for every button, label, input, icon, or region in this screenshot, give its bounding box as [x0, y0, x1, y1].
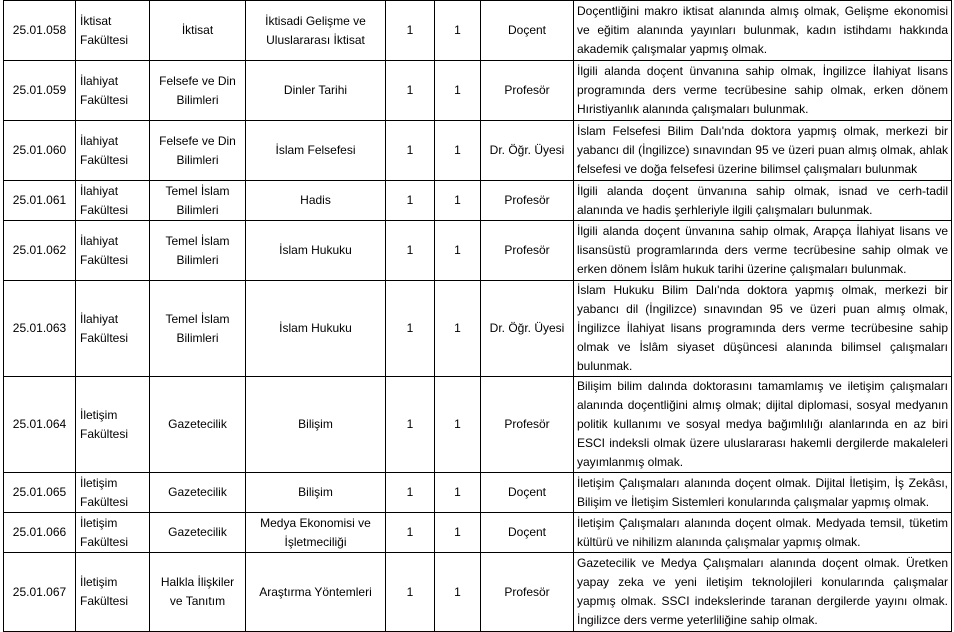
table-row — [4, 61, 952, 121]
cell-field: Medya Ekonomisi ve İşletmeciliği — [246, 513, 386, 553]
cell-field: İktisadi Gelişme ve Uluslararası İktisat — [246, 1, 386, 61]
cell-requirements: İslam Felsefesi Bilim Dalı'nda doktora yapmış olmak, merkezi bir yabancı dil (İngilizce) sınavından 95 ve üzeri puan almış olmak, ahlak felsefesi ve doğa felsefesi üzerine bilimsel çalışmaları bulunmak — [574, 121, 952, 181]
cell-requirements: İlgili alanda doçent ünvanına sahip olmak, Arapça İlahiyat lisans ve lisansüstü programlarında ders verme tecrübesine sahip olmak ve erken dönem İslâm hukuk tarihi üzerine çalışmaları bulunmak. — [574, 221, 952, 281]
cell-field: Bilişim — [246, 377, 386, 473]
cell-code: 25.01.061 — [4, 181, 76, 221]
cell-title: Doçent — [481, 1, 574, 61]
table-row — [4, 377, 952, 473]
table-row — [4, 1, 952, 61]
cell-code: 25.01.063 — [4, 281, 76, 377]
table-body — [4, 1, 952, 632]
cell-requirements: İletişim Çalışmaları alanında doçent olmak. Medyada temsil, tüketim kültürü ve nihilizm alanında çalışmalar yapmış olmak. — [574, 513, 952, 553]
cell-count-1: 1 — [386, 1, 435, 61]
cell-department: Gazetecilik — [150, 513, 246, 553]
cell-title: Doçent — [481, 473, 574, 513]
cell-field: Hadis — [246, 181, 386, 221]
cell-faculty: İletişim Fakültesi — [76, 377, 150, 473]
cell-department: İktisat — [150, 1, 246, 61]
cell-count-2: 1 — [435, 281, 481, 377]
cell-faculty: İletişim Fakültesi — [76, 513, 150, 553]
cell-code: 25.01.067 — [4, 553, 76, 632]
cell-field: İslam Hukuku — [246, 221, 386, 281]
cell-count-2: 1 — [435, 181, 481, 221]
cell-department: Temel İslam Bilimleri — [150, 221, 246, 281]
cell-field: İslam Hukuku — [246, 281, 386, 377]
cell-count-1: 1 — [386, 61, 435, 121]
cell-requirements: Bilişim bilim dalında doktorasını tamamlamış ve iletişim çalışmaları alanında doçentliğini almış olmak; dijital diplomasi, sosyal medyanın politik kullanımı ve sosyal medya bağımlılığı alanlarında en az biri ESCI indeksli olmak üzere uluslararası hakemli dergilerde makaleleri yayımlanmış olmak. — [574, 377, 952, 473]
cell-code: 25.01.064 — [4, 377, 76, 473]
cell-count-2: 1 — [435, 1, 481, 61]
cell-requirements: İslam Hukuku Bilim Dalı'nda doktora yapmış olmak, merkezi bir yabancı dil (İngilizce) sınavından 95 ve üzeri puan almış olmak, İngilizce İlahiyat lisans programında ders verme tecrübesine sahip olmak ve İslâm siyaset düşüncesi alanında bilimsel çalışmaları bulunmak. — [574, 281, 952, 377]
table-row — [4, 513, 952, 553]
cell-field: Bilişim — [246, 473, 386, 513]
cell-requirements: Gazetecilik ve Medya Çalışmaları alanında doçent olmak. Üretken yapay zeka ve yeni iletişim teknolojileri konularında çalışmalar yapmış olmak. SSCI indekslerinde taranan dergilerde yayını olmak. İngilizce ders verme yeterliliğine sahip olmak. — [574, 553, 952, 632]
table-row — [4, 281, 952, 377]
cell-department: Gazetecilik — [150, 377, 246, 473]
cell-field: İslam Felsefesi — [246, 121, 386, 181]
table-row — [4, 121, 952, 181]
cell-faculty: İletişim Fakültesi — [76, 473, 150, 513]
table-row — [4, 473, 952, 513]
cell-title: Profesör — [481, 181, 574, 221]
cell-department: Felsefe ve Din Bilimleri — [150, 121, 246, 181]
cell-count-1: 1 — [386, 377, 435, 473]
cell-title: Dr. Öğr. Üyesi — [481, 121, 574, 181]
cell-code: 25.01.058 — [4, 1, 76, 61]
cell-code: 25.01.059 — [4, 61, 76, 121]
cell-count-2: 1 — [435, 473, 481, 513]
cell-department: Temel İslam Bilimleri — [150, 181, 246, 221]
cell-count-2: 1 — [435, 121, 481, 181]
cell-title: Profesör — [481, 221, 574, 281]
cell-count-2: 1 — [435, 513, 481, 553]
cell-code: 25.01.062 — [4, 221, 76, 281]
cell-title: Doçent — [481, 513, 574, 553]
table-row — [4, 553, 952, 632]
cell-field: Araştırma Yöntemleri — [246, 553, 386, 632]
cell-department: Halkla İlişkiler ve Tanıtım — [150, 553, 246, 632]
cell-faculty: İlahiyat Fakültesi — [76, 221, 150, 281]
cell-count-2: 1 — [435, 61, 481, 121]
cell-count-1: 1 — [386, 121, 435, 181]
table-row — [4, 181, 952, 221]
cell-count-1: 1 — [386, 513, 435, 553]
cell-title: Profesör — [481, 61, 574, 121]
cell-count-2: 1 — [435, 377, 481, 473]
cell-code: 25.01.065 — [4, 473, 76, 513]
cell-count-1: 1 — [386, 181, 435, 221]
cell-requirements: Doçentliğini makro iktisat alanında almış olmak, Gelişme ekonomisi ve eğitim alanında yayınları bulunmak, kadın istihdamı hakkında akademik çalışmalar yapmış olmak. — [574, 1, 952, 61]
cell-title: Dr. Öğr. Üyesi — [481, 281, 574, 377]
cell-faculty: İlahiyat Fakültesi — [76, 61, 150, 121]
positions-table — [3, 0, 952, 632]
cell-requirements: İletişim Çalışmaları alanında doçent olmak. Dijital İletişim, İş Zekâsı, Bilişim ve İletişim Sistemleri konularında çalışmalar yapmış olmak. — [574, 473, 952, 513]
cell-code: 25.01.060 — [4, 121, 76, 181]
cell-department: Temel İslam Bilimleri — [150, 281, 246, 377]
table-row — [4, 221, 952, 281]
cell-count-1: 1 — [386, 473, 435, 513]
cell-count-2: 1 — [435, 553, 481, 632]
cell-count-1: 1 — [386, 553, 435, 632]
cell-title: Profesör — [481, 553, 574, 632]
cell-faculty: İlahiyat Fakültesi — [76, 181, 150, 221]
cell-count-1: 1 — [386, 221, 435, 281]
cell-requirements: İlgili alanda doçent ünvanına sahip olmak, isnad ve cerh-tadil alanında ve hadis şerhleriyle ilgili çalışmaları bulunmak. — [574, 181, 952, 221]
cell-title: Profesör — [481, 377, 574, 473]
cell-faculty: İlahiyat Fakültesi — [76, 281, 150, 377]
cell-faculty: İletişim Fakültesi — [76, 553, 150, 632]
cell-field: Dinler Tarihi — [246, 61, 386, 121]
cell-requirements: İlgili alanda doçent ünvanına sahip olmak, İngilizce İlahiyat lisans programında ders verme tecrübesine sahip olmak, erken dönem Hıristiyanlık alanında çalışmaları bulunmak. — [574, 61, 952, 121]
cell-faculty: İlahiyat Fakültesi — [76, 121, 150, 181]
cell-count-2: 1 — [435, 221, 481, 281]
cell-count-1: 1 — [386, 281, 435, 377]
cell-department: Felsefe ve Din Bilimleri — [150, 61, 246, 121]
cell-faculty: İktisat Fakültesi — [76, 1, 150, 61]
cell-code: 25.01.066 — [4, 513, 76, 553]
cell-department: Gazetecilik — [150, 473, 246, 513]
